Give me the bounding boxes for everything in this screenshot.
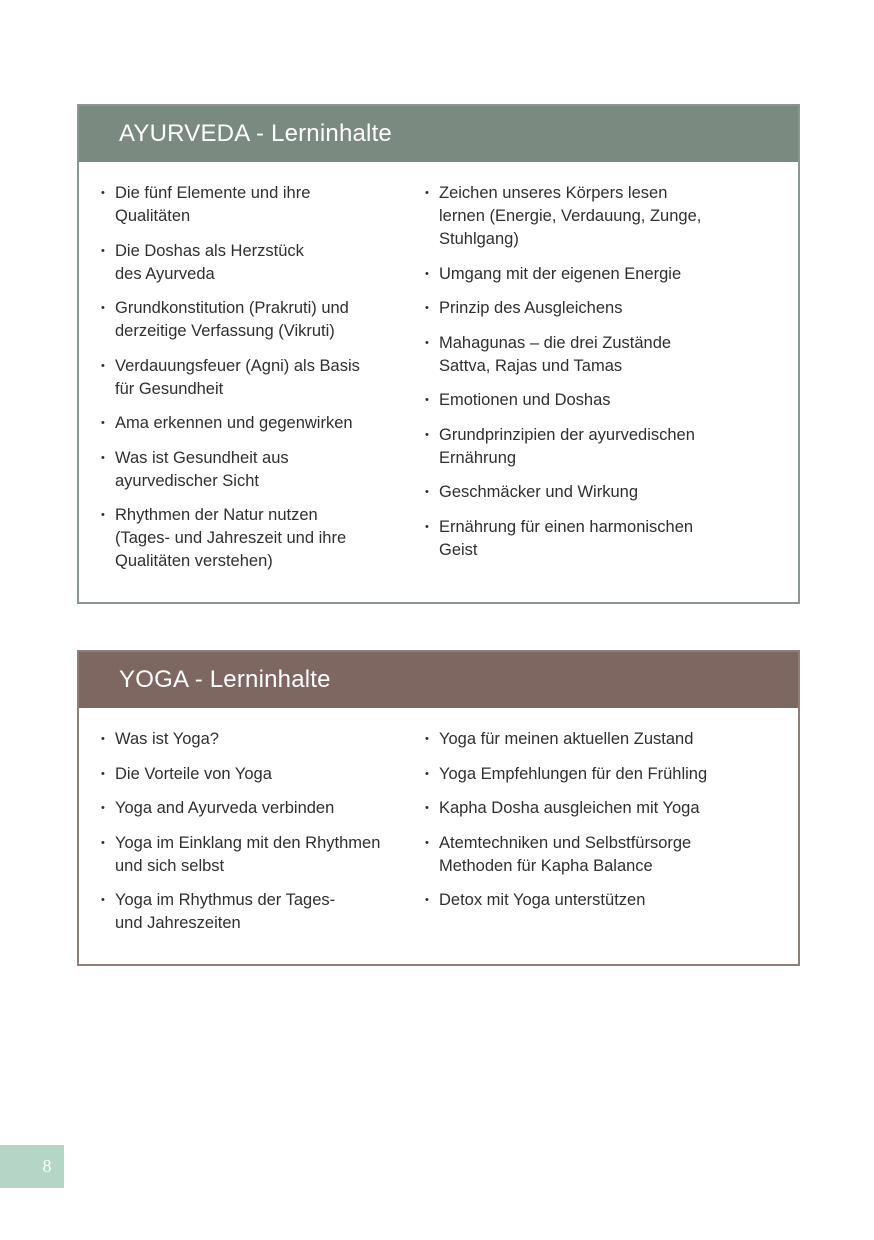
bullet-icon: • (101, 302, 105, 314)
list-item (425, 516, 775, 562)
list-item (101, 297, 425, 343)
yoga-list-left (79, 728, 425, 947)
bullet-icon: • (101, 509, 105, 521)
list-item (101, 504, 425, 573)
list-item-text: Grundkonstitution (Prakruti) und derzeitige Verfassung (Vikruti) (115, 299, 349, 340)
list-item-text: Mahagunas – die drei Zustände Sattva, Rajas und Tamas (439, 333, 672, 375)
list-item-text: Detox mit Yoga unterstützen (439, 891, 646, 909)
list-item-text: Yoga im Rhythmus der Tages- und Jahreszeiten (115, 891, 336, 932)
list-item (101, 889, 425, 935)
ayurveda-list-left (79, 182, 425, 585)
bullet-icon: • (101, 451, 105, 464)
bullet-icon: • (101, 894, 105, 906)
bullet-icon: • (101, 802, 105, 814)
bullet-icon: • (425, 802, 429, 814)
list-item-text: Die Vorteile von Yoga (115, 764, 272, 783)
list-item-text: Rhythmen der Natur nutzen (Tages- und Jahreszeit und ihre Qualitäten verstehen) (115, 506, 347, 570)
yoga-list-right (425, 728, 775, 947)
list-item-text: Yoga für meinen aktuellen Zustand (439, 730, 694, 748)
list-item-text: Was ist Gesundheit aus ayurvedischer Sicht (115, 448, 289, 490)
bullet-icon: • (425, 267, 429, 280)
list-item (101, 412, 425, 435)
list-item-text: Emotionen und Doshas (439, 391, 611, 409)
list-item (425, 832, 775, 878)
list-item (425, 889, 775, 912)
list-item-text: Kapha Dosha ausgleichen mit Yoga (439, 799, 700, 817)
bullet-icon: • (425, 336, 429, 349)
list-item (101, 447, 425, 493)
page-number: 8 (42, 1156, 52, 1176)
list-item (101, 355, 425, 401)
list-item (101, 763, 425, 786)
list-item (425, 182, 775, 251)
list-item (101, 182, 425, 228)
bullet-icon: • (425, 836, 429, 849)
bullet-icon: • (101, 836, 105, 849)
list-item-text: Was ist Yoga? (115, 730, 219, 748)
list-item (101, 240, 425, 286)
bullet-icon: • (425, 486, 429, 498)
bullet-icon: • (425, 394, 429, 406)
bullet-icon: • (101, 187, 105, 199)
list-item (425, 424, 775, 470)
ayurveda-list-right (425, 182, 775, 585)
page-number-badge (0, 1145, 64, 1188)
list-item-text: Prinzip des Ausgleichens (439, 299, 623, 317)
list-item (425, 797, 775, 820)
list-item (425, 332, 775, 378)
bullet-icon: • (425, 733, 429, 745)
bullet-icon: • (425, 520, 429, 533)
list-item-text: Yoga Empfehlungen für den Frühling (439, 764, 708, 783)
list-item-text: Verdauungsfeuer (Agni) als Basis für Gesundheit (115, 356, 360, 398)
bullet-icon: • (425, 894, 429, 906)
list-item-text: Yoga im Einklang mit den Rhythmen und sich selbst (115, 833, 381, 875)
yoga-panel (77, 650, 800, 966)
list-item (425, 763, 775, 786)
list-item (425, 389, 775, 412)
ayurveda-title: AYURVEDA - Lerninhalte (119, 120, 392, 147)
bullet-icon: • (425, 187, 429, 199)
yoga-header (79, 652, 798, 708)
bullet-icon: • (425, 767, 429, 780)
list-item-text: Die Doshas als Herzstück des Ayurveda (115, 241, 304, 283)
ayurveda-columns (79, 162, 798, 585)
list-item (425, 481, 775, 504)
bullet-icon: • (101, 733, 105, 745)
list-item-text: Die fünf Elemente und ihre Qualitäten (115, 184, 311, 225)
list-item-text: Grundprinzipien der ayurvedischen Ernährung (439, 425, 695, 467)
list-item-text: Yoga and Ayurveda verbinden (115, 799, 335, 817)
bullet-icon: • (425, 302, 429, 314)
list-item (101, 797, 425, 820)
list-item (101, 728, 425, 751)
list-item-text: Geschmäcker und Wirkung (439, 483, 638, 501)
list-item-text: Ernährung für einen harmonischen Geist (439, 517, 694, 559)
bullet-icon: • (101, 244, 105, 257)
list-item-text: Atemtechniken und Selbstfürsorge Methoden für Kapha Balance (439, 833, 692, 875)
ayurveda-panel (77, 104, 800, 604)
list-item-text: Umgang mit der eigenen Energie (439, 264, 682, 283)
bullet-icon: • (425, 428, 429, 441)
yoga-title: YOGA - Lerninhalte (119, 666, 331, 693)
yoga-columns (79, 708, 798, 947)
list-item (425, 263, 775, 286)
bullet-icon: • (101, 359, 105, 372)
bullet-icon: • (101, 417, 105, 429)
list-item (425, 297, 775, 320)
list-item-text: Zeichen unseres Körpers lesen lernen (Energie, Verdauung, Zunge, Stuhlgang) (439, 184, 702, 248)
ayurveda-header (79, 106, 798, 162)
bullet-icon: • (101, 767, 105, 780)
list-item (101, 832, 425, 878)
list-item (425, 728, 775, 751)
list-item-text: Ama erkennen und gegenwirken (115, 414, 353, 432)
